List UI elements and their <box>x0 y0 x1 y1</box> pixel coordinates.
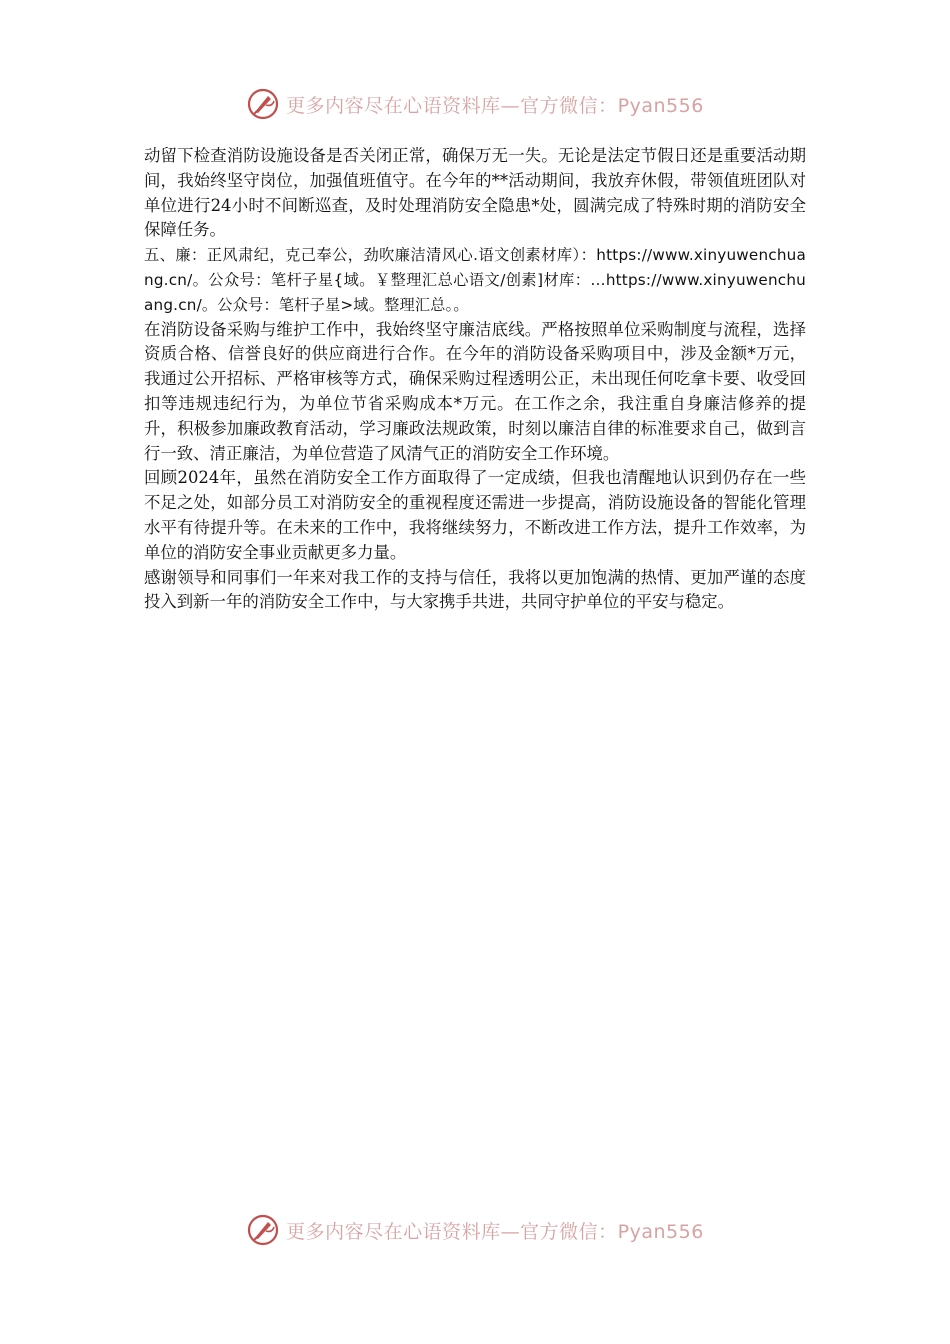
banner-text <box>286 1217 704 1244</box>
paragraph-4: 回顾2024年，虽然在消防安全工作方面取得了一定成绩，但我也清醒地认识到仍存在一些不足之处，如部分员工对消防安全的重视程度还需进一步提高，消防设施设备的智能化管理水平有待提升等。在未来的工作中，我将继续努力，不断改进工作方法，提升工作效率，为单位的消防安全事业贡献更多力量。 <box>144 468 806 562</box>
document-body <box>144 144 806 615</box>
header-watermark-banner <box>0 84 950 124</box>
paragraph-3: 在消防设备采购与维护工作中，我始终坚守廉洁底线。严格按照单位采购制度与流程，选择资质合格、信誉良好的供应商进行合作。在今年的消防设备采购项目中，涉及金额*万元，我通过公开招标、严格审核等方式，确保采购过程透明公正，未出现任何吃拿卡要、收受回扣等违规违纪行为，为单位节省采购成本*万元。在工作之余，我注重自身廉洁修养的提升，积极参加廉政教育活动，学习廉政法规政策，时刻以廉洁自律的标准要求自己，做到言行一致、清正廉洁，为单位营造了风清气正的消防安全工作环境。 <box>144 319 806 463</box>
wechat-handle: Pyan556 <box>617 1220 704 1243</box>
footer-watermark-banner <box>0 1210 950 1250</box>
banner-label: 更多内容尽在心语资料库—官方微信： <box>286 94 618 117</box>
banner-label: 更多内容尽在心语资料库—官方微信： <box>286 1220 618 1243</box>
banner-text <box>286 91 704 118</box>
quill-logo-icon <box>246 87 280 121</box>
paragraph-1: 动留下检查消防设施设备是否关闭正常，确保万无一失。无论是法定节假日还是重要活动期间，我始终坚守岗位，加强值班值守。在今年的**活动期间，我放弃休假，带领值班团队对单位进行24小时不间断巡查，及时处理消防安全隐患*处，圆满完成了特殊时期的消防安全保障任务。 <box>144 146 806 240</box>
quill-logo-icon <box>246 1213 280 1247</box>
paragraph-5: 感谢领导和同事们一年来对我工作的支持与信任，我将以更加饱满的热情、更加严谨的态度投入到新一年的消防安全工作中，与大家携手共进，共同守护单位的平安与稳定。 <box>144 567 806 612</box>
wechat-handle: Pyan556 <box>617 94 704 117</box>
paragraph-section-heading: 五、廉：正风肃纪，克己奉公，劲吹廉洁清风心.语文创素材库）：https://www.xinyuwenchuang.cn/。公众号：笔杆子星{域。￥整理汇总心语文/创素]材库：…https://www.xinyuwenchuang.cn/。公众号：笔杆子星>域。整理汇总。。 <box>144 246 806 314</box>
